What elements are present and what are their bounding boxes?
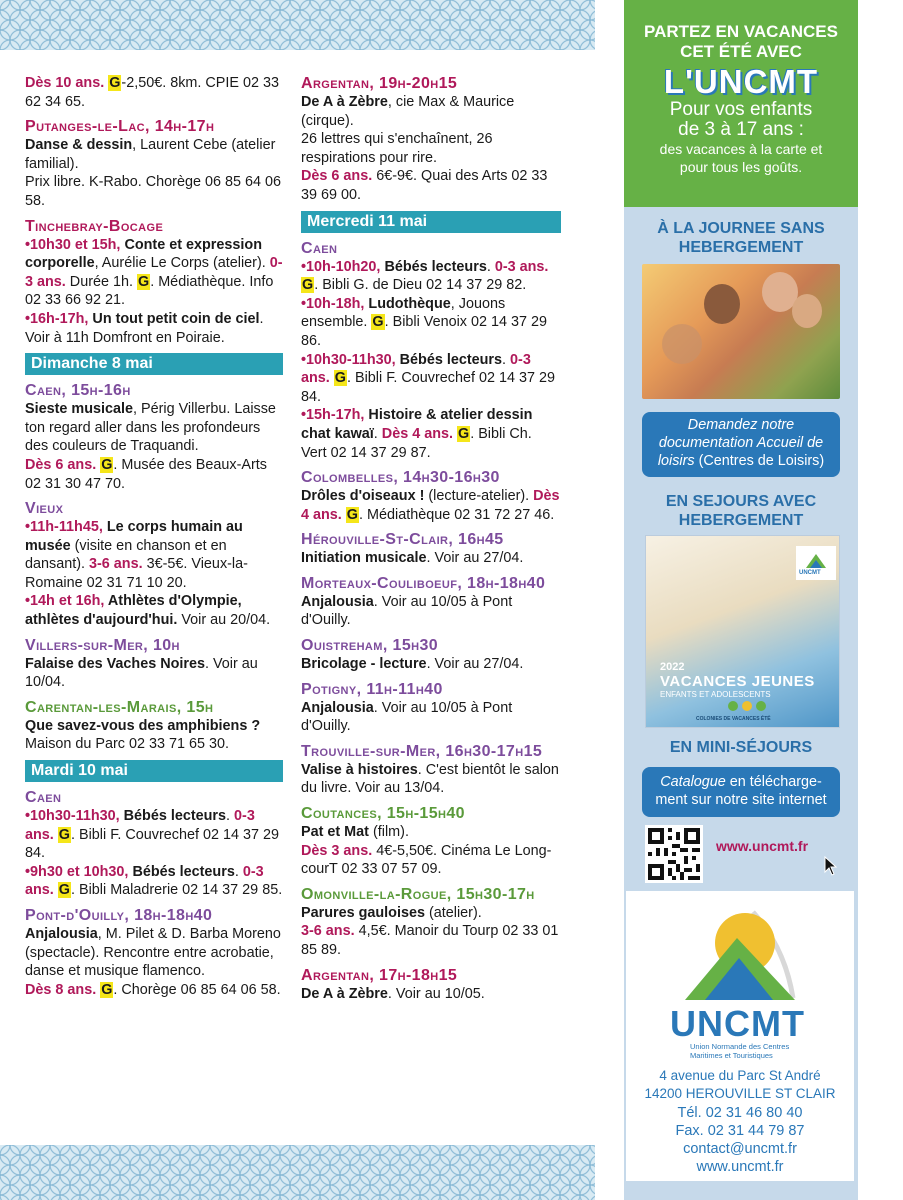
event-entry [301, 574, 561, 630]
documentation-box[interactable] [642, 412, 840, 477]
age-tag: Dès 3 ans. [301, 842, 377, 859]
event-detail [25, 456, 283, 493]
event-entry [301, 680, 561, 736]
event-detail [301, 985, 561, 1004]
event-location: Putanges-le-Lac, 14h-17h [25, 118, 215, 136]
email-link[interactable]: contact@uncmt.fr [683, 1141, 797, 1158]
free-badge: G [58, 882, 70, 899]
promo-line-2: CET ÉTÉ AVEC [680, 42, 802, 61]
event-detail [25, 310, 283, 347]
detail-text: Prix libre. K-Rabo. Chorège 06 85 64 06 58. [25, 174, 281, 209]
brochure-subtitle: ENFANTS ET ADOLESCENTS [660, 690, 771, 699]
event-detail [25, 981, 283, 1000]
free-badge: G [109, 75, 121, 91]
detail-text: Durée 1h. [69, 273, 137, 290]
event-detail [25, 807, 283, 863]
age-tag: Dès 4 ans. [381, 425, 457, 442]
age-tag: 0-3 ans. [494, 258, 549, 275]
middle-column [301, 74, 561, 1009]
brochure-year: 2022 [660, 661, 685, 673]
event-entry [25, 117, 283, 210]
detail-text: De A à Zèbre [301, 94, 388, 110]
event-detail [301, 655, 561, 674]
event-entry [301, 468, 561, 524]
event-location: Trouville-sur-Mer, 16h30-17h15 [301, 742, 543, 760]
day-header: Mardi 10 mai [25, 760, 283, 782]
detail-text: Pat et Mat [301, 824, 369, 841]
age-tag: •10h30-11h30, [301, 351, 400, 368]
brand-tagline [690, 1042, 789, 1060]
event-detail [301, 699, 561, 736]
free-badge: G [302, 277, 314, 294]
detail-text: 4€-5,50€. Cinéma Le Long-courT 02 33 07 57 09. [301, 842, 552, 878]
detail-text: . Voir au 10/04. [25, 655, 258, 691]
detail-text: 26 lettres qui s'enchaînent, 26 respirations pour rire. [301, 131, 493, 166]
age-tag: •10h30-11h30, [25, 808, 124, 825]
detail-text: Bébés lecteurs [123, 808, 227, 825]
detail-text: . Voir au 10/05 à Pont d'Ouilly. [301, 699, 513, 735]
section-day-title [626, 219, 856, 257]
website-link[interactable]: www.uncmt.fr [716, 838, 809, 854]
event-detail [301, 823, 561, 842]
free-badge: G [101, 456, 113, 473]
catalogue-plain: en télécharge-ment sur notre site internet [655, 774, 827, 808]
detail-text: Drôles d'oiseaux ! [301, 488, 425, 505]
detail-text: Histoire & atelier dessin chat kawaï [301, 407, 533, 442]
event-entry [301, 636, 561, 674]
documentation-italic: Demandez notre documentation Accueil de loisirs [657, 417, 824, 469]
event-location: Carentan-les-Marais, 15h [25, 698, 214, 716]
left-column [25, 74, 283, 1005]
age-tag: •11h-11h45, [25, 519, 107, 536]
event-entry [301, 742, 561, 798]
promo-line-1: PARTEZ EN VACANCES [644, 22, 838, 41]
detail-text: . Voir au 10/05. [387, 985, 485, 1002]
event-location: Argentan, 19h-20h15 [301, 75, 458, 92]
detail-text: , cie Max & Maurice (cirque). [301, 94, 515, 129]
section-mini-title: EN MINI-SÉJOURS [669, 739, 813, 756]
detail-text: Conte et expression corporelle [25, 236, 262, 272]
age-tag: Dès 8 ans. [25, 981, 101, 998]
event-detail [301, 593, 561, 630]
section-day-line-2: HEBERGEMENT [678, 239, 804, 256]
detail-text: . Voir au 27/04. [426, 550, 524, 567]
age-tag: •16h-17h, [25, 310, 93, 327]
age-tag: Dès 6 ans. [301, 168, 377, 185]
detail-text: Initiation musicale [301, 550, 427, 567]
detail-text: 4,5€. Manoir du Tourp 02 33 01 85 89. [301, 923, 559, 958]
brochure-footer: COLONIES DE VACANCES ÉTÉ [696, 716, 771, 722]
event-detail [301, 904, 561, 923]
event-location: Colombelles, 14h30-16h30 [301, 469, 500, 487]
detail-text: . Voir au 27/04. [426, 656, 524, 673]
age-tag: •9h30 et 10h30, [25, 863, 133, 880]
event-entry [301, 885, 561, 960]
section-stay-line-1: EN SEJOURS AVEC [665, 493, 817, 510]
detail-text: , M. Pilet & D. Barba Moreno (spectacle). Rencontre entre acrobatie, danse et musique flamenco. [25, 926, 281, 980]
promo-line-4: de 3 à 17 ans : [678, 119, 804, 140]
event-location: Tinchebray-Bocage [25, 217, 164, 235]
address-line-1: 4 avenue du Parc St André [659, 1068, 821, 1083]
qr-code-icon[interactable] [645, 825, 703, 883]
detail-text: , Périg Villerbu. Laisse ton regard aller dans les profondeurs des couleurs de Traquandi. [25, 401, 276, 455]
detail-text: . Bibli F. Couvrechef 02 14 37 29 84. [25, 826, 279, 862]
detail-text: . Médiathèque. Info 02 33 66 92 21. [25, 273, 274, 309]
section-stay-line-2: HEBERGEMENT [678, 512, 804, 529]
cursor-arrow-icon [824, 856, 838, 876]
detail-text: Que savez-vous des amphibiens ? [25, 717, 261, 734]
event-detail [301, 487, 561, 524]
uncmt-logo-icon [675, 908, 805, 1003]
detail-text: Parures gauloises [301, 904, 425, 921]
detail-text: (visite en chanson et en dansant). [25, 537, 227, 573]
detail-text: . Musée des Beaux-Arts 02 31 30 47 70. [25, 456, 267, 492]
detail-text: . Voir au 10/05 à Pont d'Ouilly. [301, 593, 513, 629]
event-location: Pont-d'Ouilly, 18h-18h40 [25, 907, 213, 924]
free-badge: G [101, 981, 113, 998]
detail-text: Anjalousia [301, 699, 374, 716]
event-entry [301, 74, 561, 205]
detail-text: Le corps humain au musée [25, 519, 243, 554]
promo-banner [624, 0, 858, 207]
detail-text: Sieste musicale [25, 401, 133, 418]
event-entry [301, 966, 561, 1004]
decorative-pattern-bottom [0, 1145, 595, 1200]
detail-text: . [373, 425, 382, 442]
brand-tagline-1: Union Normande des Centres [690, 1042, 790, 1051]
event-location: Omonville-la-Rogue, 15h30-17h [301, 885, 535, 903]
section-stay-title [626, 492, 856, 530]
event-entry [25, 698, 283, 754]
detail-text: . Bibli Maladrerie 02 14 37 29 85. [71, 882, 283, 899]
event-detail [25, 717, 283, 754]
event-detail [301, 258, 561, 295]
event-entry [25, 636, 283, 692]
age-tag: Dès 6 ans. [25, 456, 101, 473]
brand-tagline-2: Maritimes et Touristiques [690, 1051, 773, 1060]
detail-text: Danse & dessin [25, 137, 133, 154]
event-location: Coutances, 15h-15h40 [301, 805, 465, 823]
detail-text: . Médiathèque 02 31 72 27 46. [359, 506, 555, 523]
event-location: Caen [301, 239, 338, 257]
free-badge: G [346, 506, 358, 523]
free-badge: G [372, 314, 384, 331]
detail-text: Falaise des Vaches Noires [25, 655, 205, 672]
free-badge: G [458, 425, 470, 442]
brochure-cover[interactable] [645, 535, 840, 728]
detail-text: . [486, 258, 495, 275]
detail-text: -2,50€. 8km. CPIE 02 33 62 34 65. [25, 75, 279, 110]
event-detail [25, 518, 283, 592]
event-detail [301, 93, 561, 130]
event-entry [301, 804, 561, 879]
event-detail [301, 549, 561, 568]
day-header: Mercredi 11 mai [301, 211, 561, 233]
detail-text: Maison du Parc 02 33 71 65 30. [25, 736, 230, 753]
brochure-title: VACANCES JEUNES [660, 673, 815, 690]
age-tag: •10h-18h, [301, 295, 369, 312]
event-entry [25, 381, 283, 493]
detail-text: . Bibli G. de Dieu 02 14 37 29 82. [314, 277, 527, 294]
children-photo [642, 264, 840, 399]
event-detail [301, 842, 561, 879]
detail-text: . [234, 863, 243, 880]
age-tag: 3-6 ans. [301, 923, 359, 940]
brand-name: UNCMT [670, 1003, 805, 1044]
detail-text: . Bibli Venoix 02 14 37 29 86. [301, 314, 548, 349]
event-detail [301, 922, 561, 959]
age-tag: •10h-10h20, [301, 258, 385, 275]
event-entry [25, 499, 283, 630]
age-tag: 0-3 ans. [25, 863, 264, 899]
event-location: Argentan, 17h-18h15 [301, 966, 458, 984]
event-detail [25, 236, 283, 310]
event-location: Caen, 15h-16h [25, 382, 131, 400]
age-tag: 0-3 ans. [25, 808, 255, 843]
detail-text: Anjalousia [25, 926, 98, 942]
detail-text: . [502, 351, 511, 368]
website-text[interactable]: www.uncmt.fr [696, 1159, 784, 1176]
event-detail [25, 592, 283, 629]
event-entry [25, 74, 283, 111]
promo-line-5: des vacances à la carte et [659, 141, 823, 157]
detail-text: Un tout petit coin de ciel [92, 310, 260, 327]
event-location: Villers-sur-Mer, 10h [25, 636, 180, 654]
detail-text: (lecture-atelier). [424, 488, 534, 505]
contact-block [626, 1067, 854, 1177]
detail-text: Bébés lecteurs [399, 351, 503, 368]
event-detail [301, 130, 561, 167]
free-badge: G [334, 370, 346, 387]
detail-text: Ludothèque [368, 295, 451, 312]
fax: Fax. 02 31 44 79 87 [675, 1122, 805, 1139]
section-day-line-1: À LA JOURNEE SANS [657, 220, 825, 237]
detail-text: Bébés lecteurs [132, 863, 235, 880]
detail-text: , Aurélie Le Corps (atelier). [94, 255, 270, 272]
event-detail [25, 400, 283, 456]
documentation-plain: (Centres de Loisirs) [694, 453, 825, 469]
detail-text: Bébés lecteurs [384, 258, 487, 275]
detail-text: . Bibli Ch. Vert 02 14 37 29 87. [301, 425, 532, 461]
catalogue-italic: Catalogue [660, 774, 726, 790]
age-tag: 3-6 ans. [89, 556, 147, 573]
age-tag: 0-3 ans. [301, 351, 531, 387]
event-detail [301, 761, 561, 798]
event-entry [25, 788, 283, 900]
event-detail [301, 295, 561, 351]
event-entry [25, 217, 283, 348]
phone: Tél. 02 31 46 80 40 [677, 1104, 803, 1121]
detail-text: . [226, 808, 235, 825]
age-tag: Dès 10 ans. [25, 75, 109, 91]
promo-line-6: pour tous les goûts. [679, 159, 803, 175]
event-detail [301, 406, 561, 462]
promo-line-3: Pour vos enfants [669, 99, 813, 120]
event-detail [25, 655, 283, 692]
event-location: Ouistreham, 15h30 [301, 637, 439, 655]
detail-text: 6€-9€. Quai des Arts 02 33 39 69 00. [301, 168, 548, 203]
detail-text: (film). [368, 824, 409, 841]
detail-text: . C'est bientôt le salon du livre. Voir au 13/04. [301, 761, 559, 797]
detail-text: . Bibli F. Couvrechef 02 14 37 29 84. [301, 370, 555, 405]
event-location: Morteaux-Couliboeuf, 18h-18h40 [301, 574, 546, 592]
detail-text: . Voir à 11h Domfront en Poiraie. [25, 310, 264, 346]
detail-text: 3€-5€. Vieux-la-Romaine 02 31 71 10 20. [25, 556, 248, 591]
detail-text: , Laurent Cebe (atelier familial). [25, 137, 276, 172]
event-detail [301, 351, 561, 407]
event-detail [301, 167, 561, 204]
event-location: Potigny, 11h-11h40 [301, 680, 443, 698]
detail-text: Bricolage - lecture [301, 656, 427, 673]
age-tag: •14h et 16h, [25, 593, 108, 610]
event-detail [25, 173, 283, 210]
detail-text: . Chorège 06 85 64 06 58. [113, 981, 281, 998]
age-tag: •10h30 et 15h, [25, 236, 125, 253]
event-location: Hérouville-St-Clair, 16h45 [301, 531, 504, 549]
age-tag: 0-3 ans. [25, 255, 283, 290]
event-detail [25, 863, 283, 900]
event-entry [301, 530, 561, 568]
event-detail [25, 925, 283, 981]
free-badge: G [58, 826, 70, 843]
promo-brand: L'UNCMT [663, 63, 819, 100]
event-location: Vieux [25, 500, 64, 518]
detail-text: Anjalousia [301, 593, 374, 610]
event-location: Caen [25, 789, 62, 807]
detail-text: De A à Zèbre [301, 985, 388, 1002]
event-entry [301, 239, 561, 463]
detail-text: Voir au 20/04. [177, 612, 271, 629]
free-badge: G [138, 273, 150, 290]
detail-text: (atelier). [424, 904, 482, 921]
detail-text: Athlètes d'Olympie, athlètes d'aujourd'hui. [25, 593, 242, 629]
age-tag: Dès 4 ans. [301, 488, 560, 523]
age-tag: •15h-17h, [301, 407, 369, 424]
day-header: Dimanche 8 mai [25, 353, 283, 375]
event-entry [25, 906, 283, 999]
event-detail [25, 136, 283, 173]
event-detail [25, 74, 283, 111]
detail-text: , Jouons ensemble. [301, 295, 506, 331]
address-line-2: 14200 HEROUVILLE ST CLAIR [644, 1086, 836, 1102]
brochure-logo-text: UNCMT [799, 570, 821, 576]
decorative-pattern-top [0, 0, 595, 50]
detail-text: Valise à histoires [301, 761, 418, 778]
catalogue-box[interactable] [642, 767, 840, 817]
